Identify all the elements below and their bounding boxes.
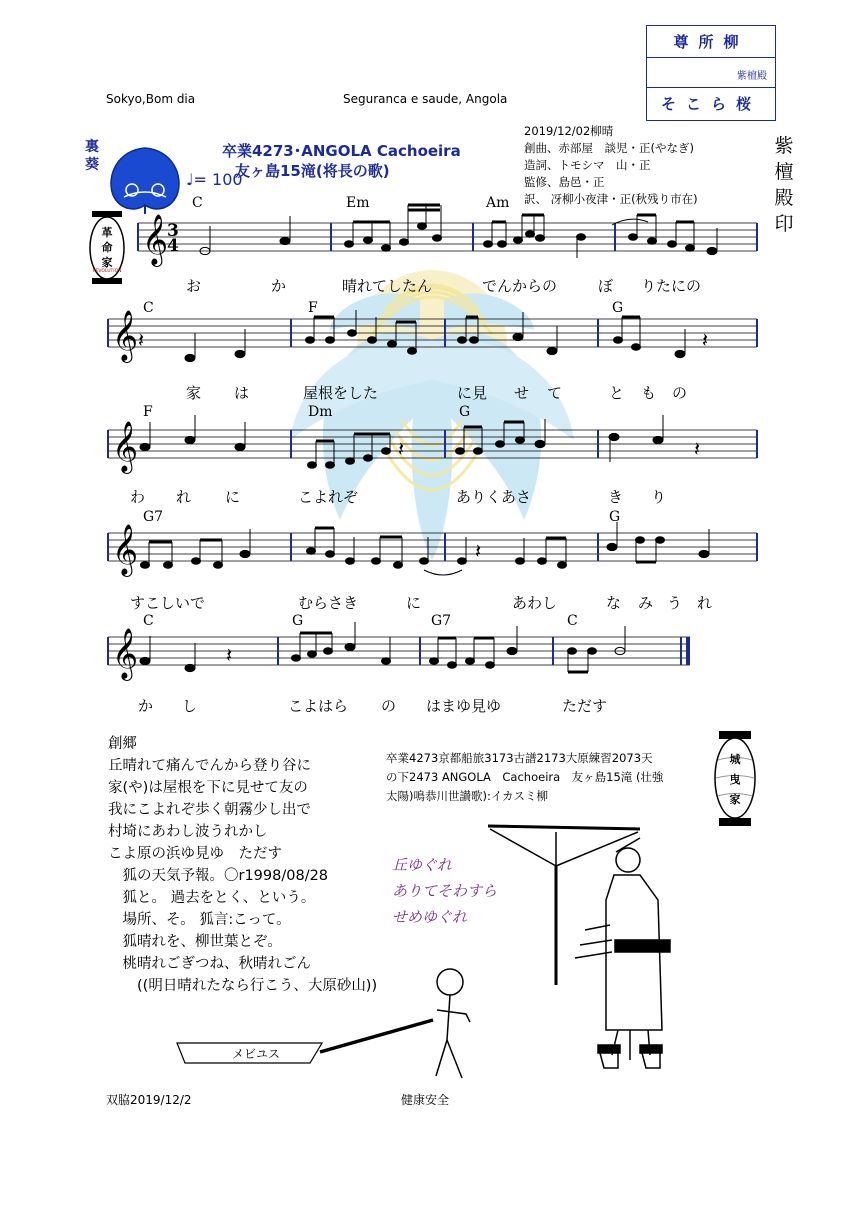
lyric: ぼ [598, 277, 614, 295]
svg-text:𝄽: 𝄽 [702, 328, 709, 352]
chord: C [192, 195, 203, 211]
lyric: に見 [457, 384, 488, 402]
chord: C [143, 300, 154, 316]
lantern-right-text: 城 曳 家 [729, 753, 741, 806]
svg-text:3: 3 [167, 221, 179, 241]
lyric: むらさき [298, 594, 359, 612]
chord: G [459, 404, 471, 420]
chord: F [143, 404, 153, 420]
footer-center: 健康安全 [401, 1093, 450, 1107]
treble-clef-3: 𝄞 [112, 421, 139, 472]
lyric: と [609, 384, 625, 402]
side-note: 卒業4273京都船旅3173古譜2173大原練習2073天 の下2473 ANGOLA Cachoeira 友ヶ島15滝 (壮強 太陽)鳴恭川世讃歌):イカスミ柳 [386, 751, 664, 803]
lyric: は [234, 384, 250, 402]
lyric: き [608, 488, 624, 506]
chord: Em [346, 195, 370, 211]
chord: Am [486, 195, 510, 211]
lyric: か [271, 277, 287, 295]
lyric: り [651, 488, 667, 506]
lyric: 晴れてしたん [342, 277, 433, 295]
chord: Dm [308, 404, 333, 420]
song-title-line1: 卒業4273･ANGOLA Cachoeira [222, 142, 461, 160]
lyric: の [672, 384, 688, 402]
lyric: せ [514, 384, 530, 402]
sign-label: メビユス [232, 1047, 281, 1061]
svg-text:𝄽: 𝄽 [694, 437, 701, 461]
svg-text:4: 4 [167, 236, 179, 256]
header-center: Seguranca e saude, Angola [343, 92, 508, 106]
lyric: か [138, 697, 154, 715]
tempo-marking: ♩= 100 [186, 170, 243, 189]
quarter-note-icon: ♩ [186, 170, 194, 189]
treble-clef-2: 𝄞 [112, 310, 139, 361]
chord: G [609, 509, 621, 525]
lyric: すこしいで [130, 594, 206, 612]
chord: G7 [431, 613, 452, 629]
lyric: う [667, 594, 683, 612]
lyric: ただす [562, 697, 608, 715]
chord: C [143, 613, 154, 629]
stamp-bottom: そこら桜 [660, 95, 761, 113]
lyric: み [638, 594, 654, 612]
credits: 2019/12/02柳晴 創曲、赤部屋 談児・正(やなぎ) 造詞、トモシマ 山・正 監修、島邑・正 訳、 冴柳小夜津・正(秋残り市在) [524, 124, 698, 206]
lyric: な [606, 594, 622, 612]
lyric: に [225, 488, 241, 506]
footer-left: 双脇2019/12/2 [106, 1093, 192, 1107]
lyric: て [547, 384, 563, 402]
treble-clef-1: 𝄞 [142, 214, 169, 265]
haiku: 丘ゆぐれ ありてそわすら せめゆぐれ [392, 856, 498, 926]
lyric: あわし [512, 594, 558, 612]
lyric: 屋根をした [303, 384, 379, 402]
treble-clef-5: 𝄞 [112, 628, 139, 679]
lyric: も [641, 384, 657, 402]
treble-clef-4: 𝄞 [112, 524, 139, 575]
svg-text:𝄽: 𝄽 [398, 437, 405, 461]
chord: G [612, 300, 624, 316]
svg-text:𝄽: 𝄽 [226, 643, 233, 667]
chord: G7 [143, 509, 164, 525]
chord: C [567, 613, 578, 629]
chord: F [308, 300, 318, 316]
lyric: こよれぞ [298, 488, 359, 506]
lyric: こよはら [288, 697, 349, 715]
header-left: Sokyo,Bom dia [106, 92, 196, 106]
svg-text:𝄽: 𝄽 [475, 539, 482, 563]
lyric: ありくあさ [456, 488, 532, 506]
side-seal: 紫 檀 殿 印 [774, 135, 794, 235]
lyric: 家 [186, 384, 202, 402]
lantern-left-text: 革 命 家 [101, 226, 113, 269]
lyric: わ [130, 488, 146, 506]
lyric: りたにの [641, 277, 702, 295]
stamp-middle: 紫檀殿 [647, 58, 775, 88]
lyric: はまゆ見ゆ [426, 697, 502, 715]
poem: 創郷 丘晴れて痛んでんから登り谷に 家(や)は屋根を下に見せて友の 我にこよれぞ歩く朝霧少し出で 村埼にあわし波うれかし こよ原の浜ゆ見ゆ ただす 狐の天気予報。〇r1998/08/28 狐と。 過去をとく、という。 場所、そ。 狐言:こって。 狐晴れを、柳世葉とぞ。 桃晴れごぎつね、秋晴れごん ((明日晴れたなら行こう、大原砂山)) [108, 736, 378, 994]
lyric: でんからの [482, 277, 558, 295]
lyric: の [381, 697, 397, 715]
svg-text:𝄽: 𝄽 [138, 328, 145, 352]
lyric: れ [176, 488, 192, 506]
chord: G [292, 613, 304, 629]
song-title-line2: 友ヶ島15滝(将長の歌) [235, 162, 390, 180]
stamp-top: 尊所柳 [647, 26, 775, 58]
lyric: し [182, 697, 198, 715]
crest-label: 裏 葵 [85, 139, 99, 173]
lantern-left-sub: REVOLUTION [92, 269, 122, 274]
lyric: お [186, 277, 202, 295]
lyric: れ [697, 594, 713, 612]
lyric: に [406, 594, 422, 612]
